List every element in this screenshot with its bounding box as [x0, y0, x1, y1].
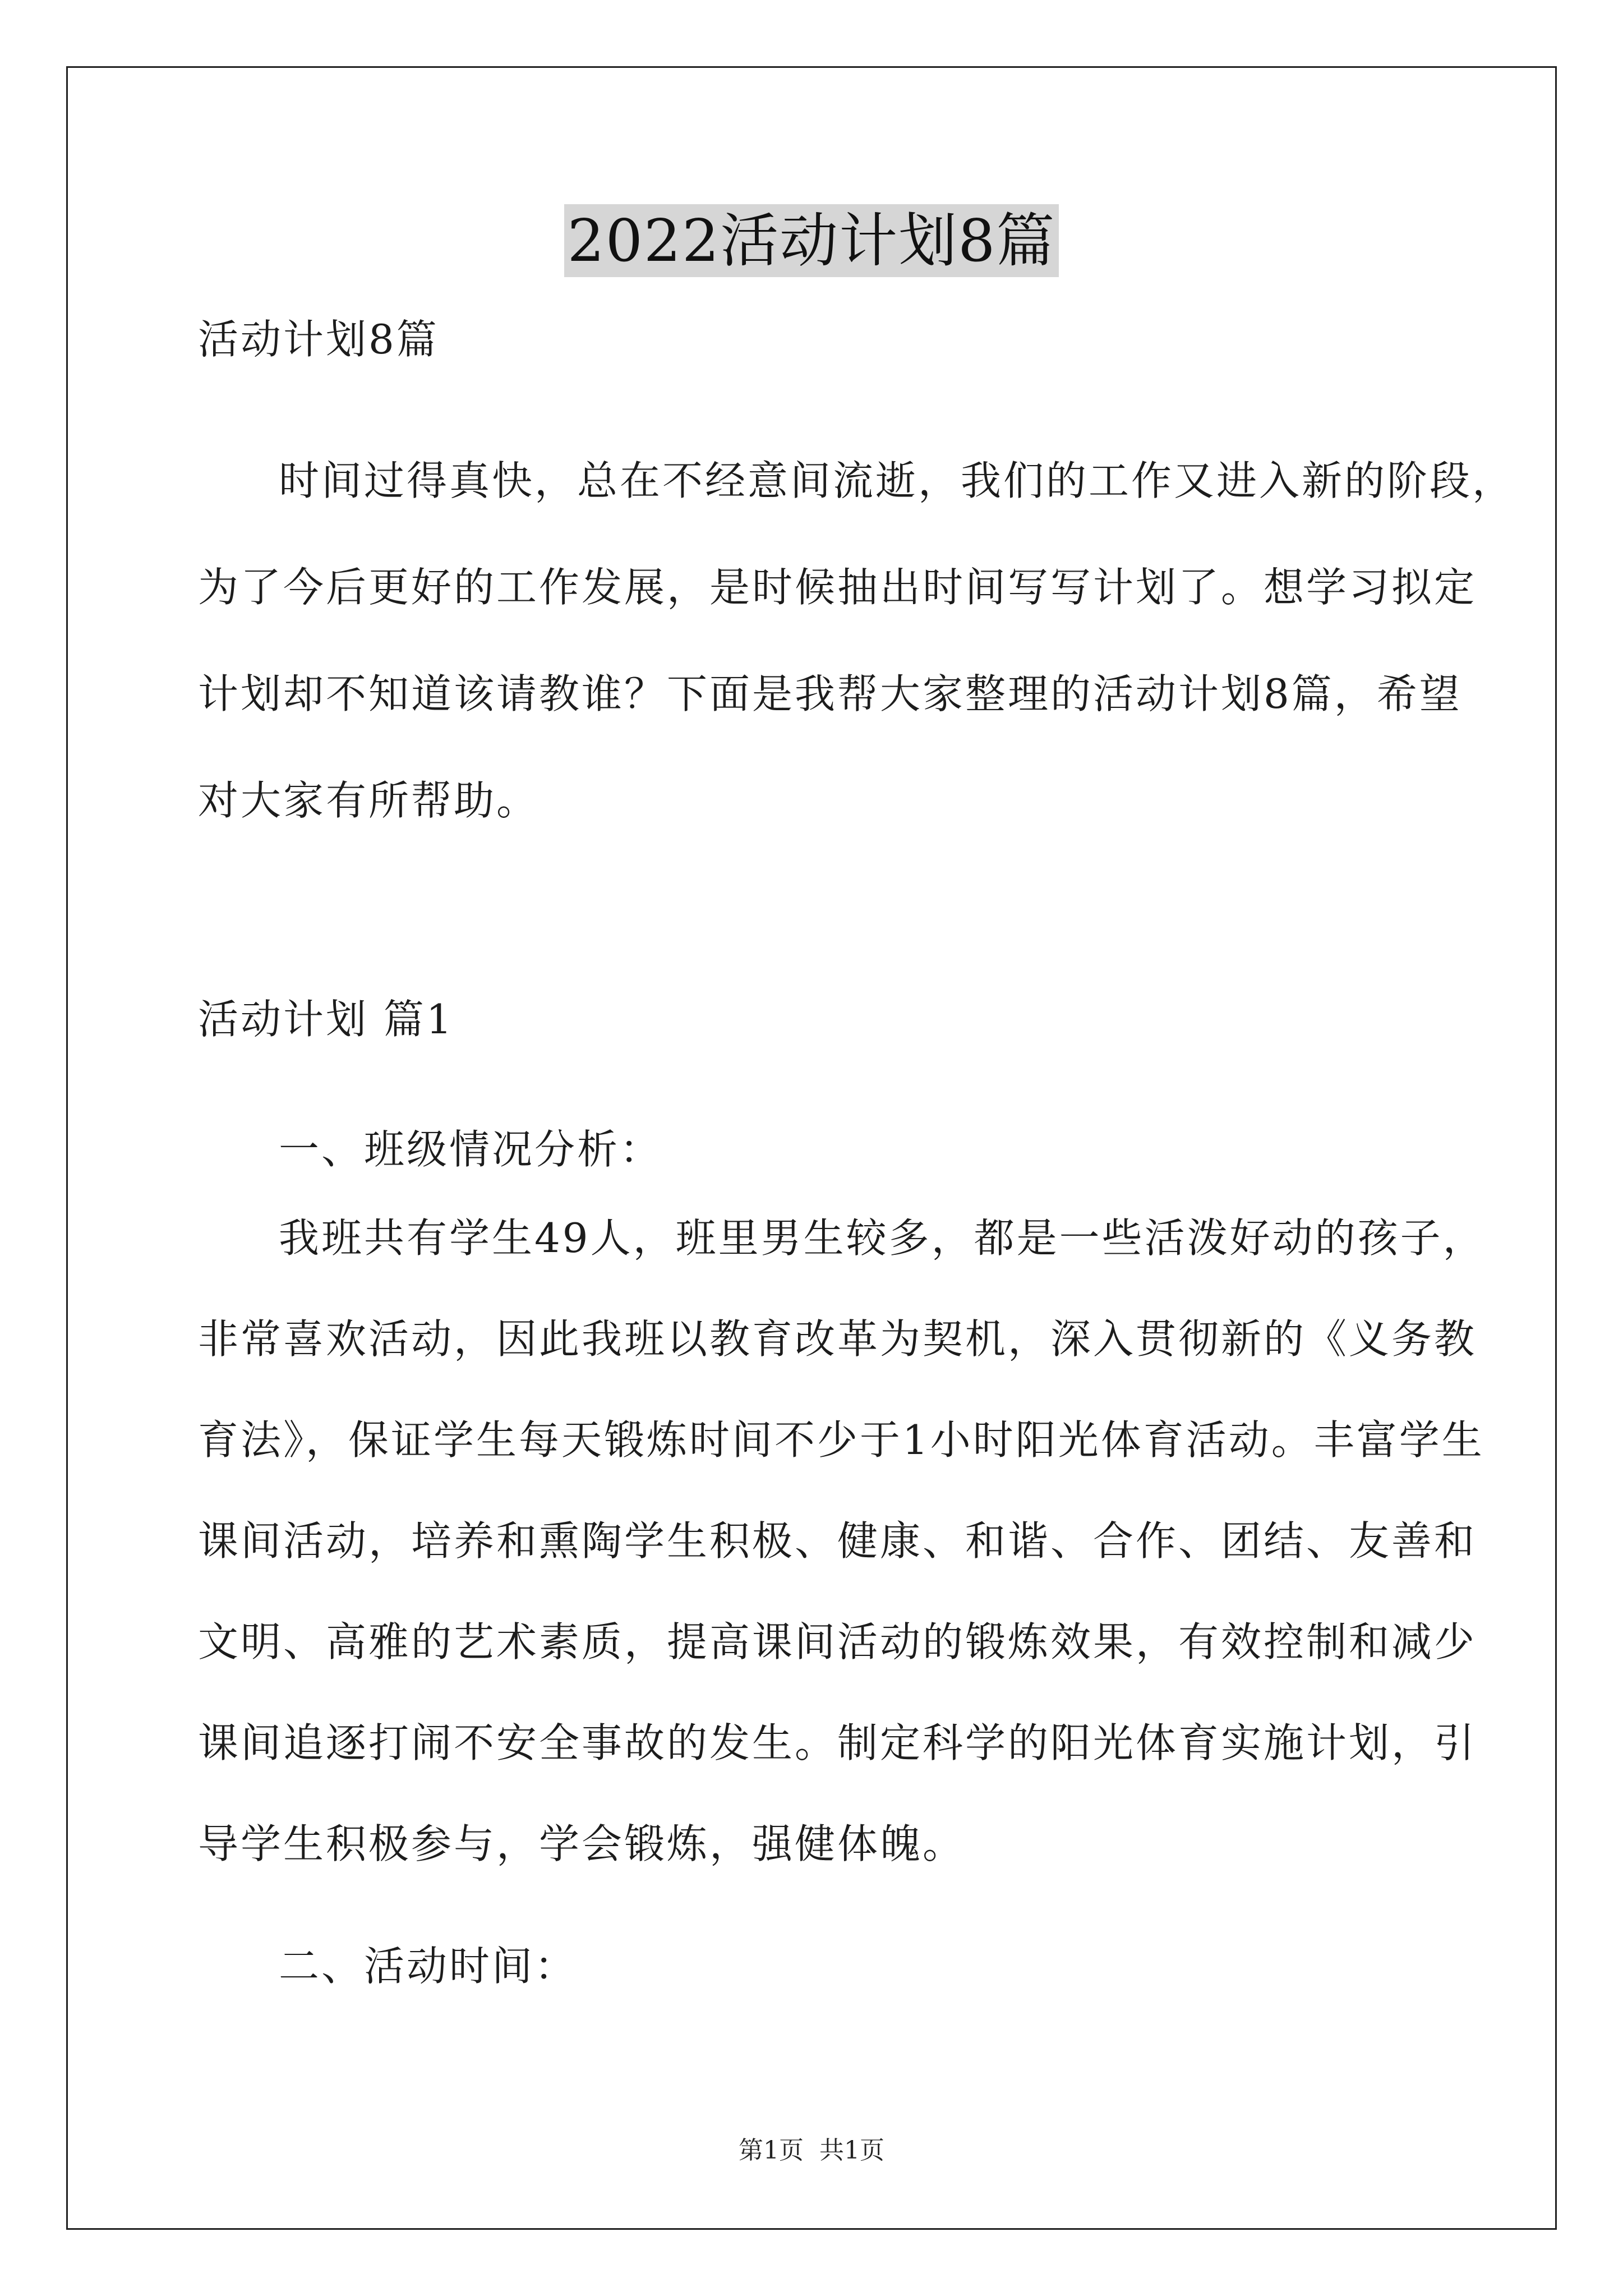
paragraph-line: 我班共有学生49人，班里男生较多，都是一些活泼好动的孩子，	[279, 1214, 1486, 1262]
paragraph-line: 课间活动，培养和熏陶学生积极、健康、和谐、合作、团结、友善和	[198, 1517, 1477, 1565]
page-number-total: 共1页	[819, 2136, 884, 2165]
subsection-heading: 一、班级情况分析：	[279, 1126, 663, 1173]
paragraph-line: 导学生积极参与，学会锻炼，强健体魄。	[198, 1820, 966, 1867]
page-number-current: 第1页	[739, 2136, 804, 2165]
document-title: 2022活动计划8篇	[564, 204, 1059, 277]
paragraph-line: 时间过得真快，总在不经意间流逝，我们的工作又进入新的阶段，	[279, 457, 1515, 504]
subtitle: 活动计划8篇	[198, 316, 439, 363]
paragraph-line: 非常喜欢活动，因此我班以教育改革为契机，深入贯彻新的《义务教	[198, 1315, 1477, 1363]
paragraph-line: 课间追逐打闹不安全事故的发生。制定科学的阳光体育实施计划，引	[198, 1719, 1477, 1766]
paragraph-line: 文明、高雅的艺术素质，提高课间活动的锻炼效果，有效控制和减少	[198, 1618, 1477, 1665]
paragraph-line: 计划却不知道该请教谁？下面是我帮大家整理的活动计划8篇，希望	[198, 670, 1462, 717]
paragraph-line: 对大家有所帮助。	[198, 777, 540, 824]
section-heading: 活动计划 篇1	[198, 996, 454, 1043]
paragraph-line: 为了今后更好的工作发展，是时候抽出时间写写计划了。想学习拟定	[198, 564, 1477, 611]
paragraph-line: 育法》，保证学生每天锻炼时间不少于1小时阳光体育活动。丰富学生	[198, 1416, 1484, 1464]
subsection-heading: 二、活动时间：	[279, 1943, 578, 1990]
title-container	[0, 204, 1623, 277]
page-footer	[0, 2135, 1623, 2166]
